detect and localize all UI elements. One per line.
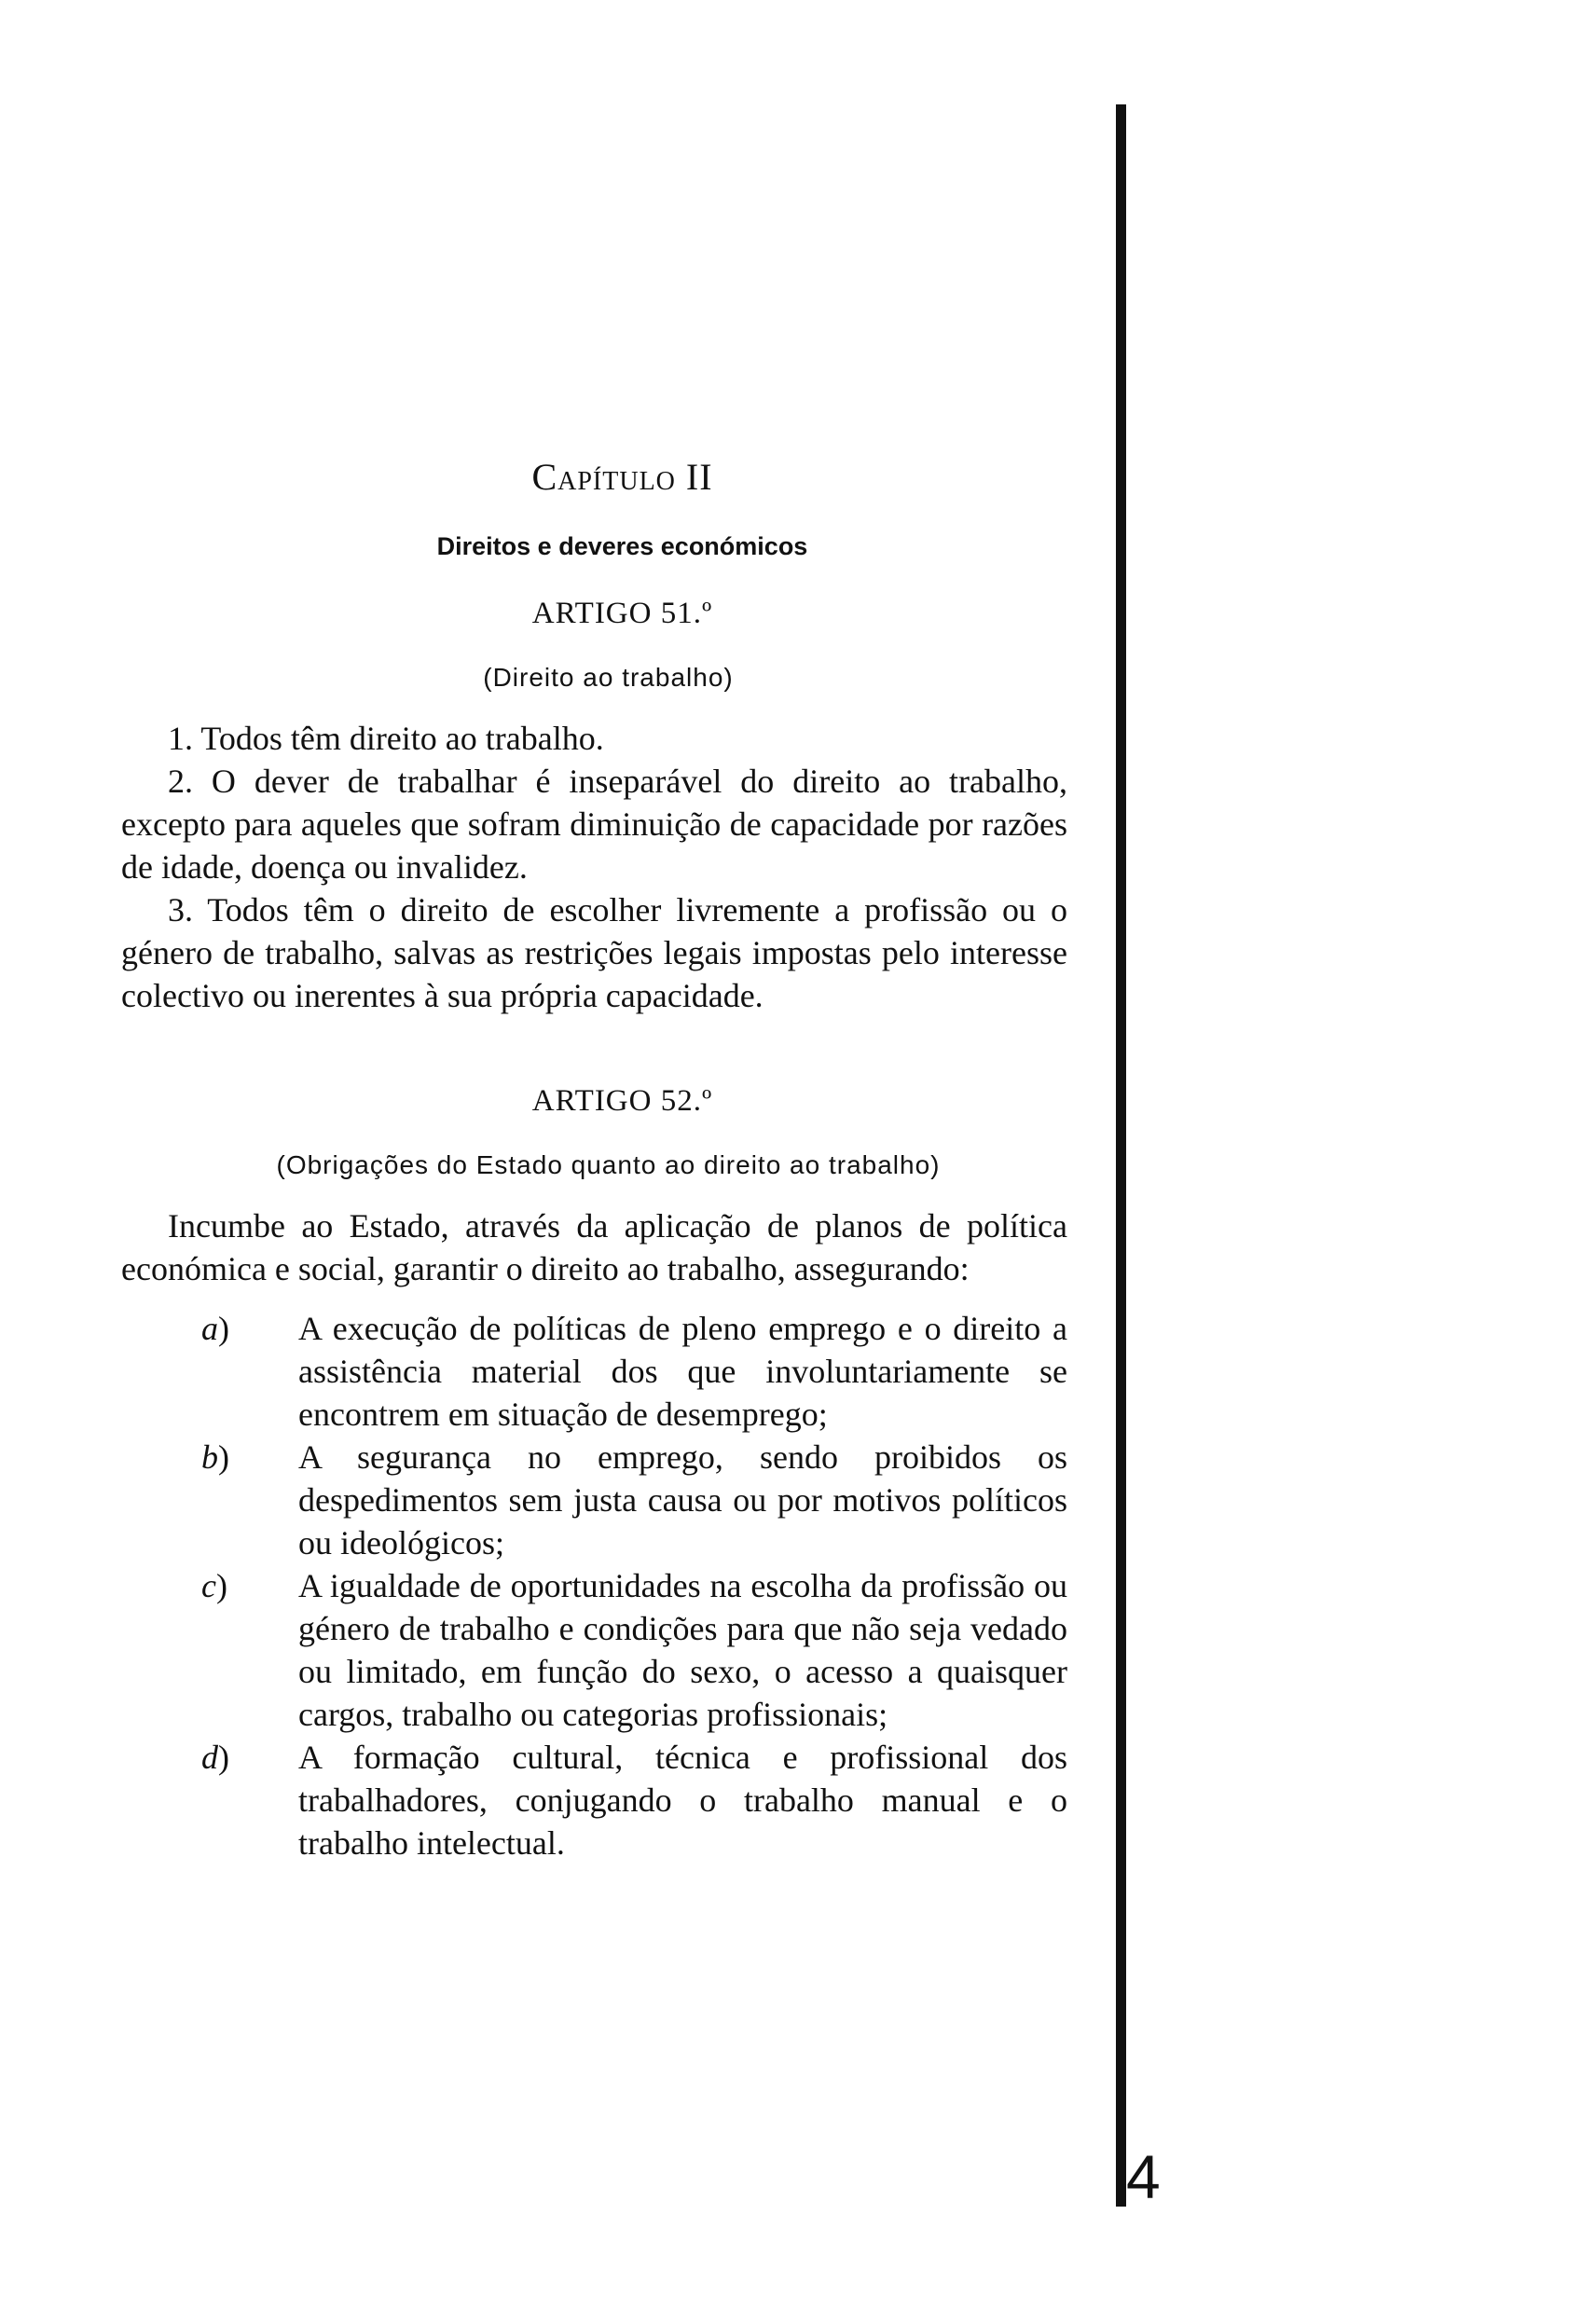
article-51-heading: ARTIGO 51.º [531, 597, 713, 630]
page-text [121, 455, 1067, 1864]
article-51-title: (Direito ao trabalho) [483, 663, 734, 692]
article-52-intro: Incumbe ao Estado, através da aplicação de planos de política económica e social, garantir o direito ao trabalho, assegurando: [121, 1207, 1067, 1287]
page-number: 4 [1126, 2142, 1161, 2211]
article-51-paragraph-1: 1. Todos têm direito ao trabalho. [168, 720, 604, 757]
article-51-paragraph-2: 2. O dever de trabalhar é inseparável do direito ao trabalho, excepto para aqueles que sofram diminuição de capacidade por razões de idade, doença ou invalidez. [121, 763, 1067, 886]
list-item [121, 1564, 1067, 1736]
list-item-marker: d) [201, 1739, 229, 1776]
chapter-subtitle: Direitos e deveres económicos [436, 532, 808, 560]
article-51-paragraph-3: 3. Todos têm o direito de escolher livremente a profissão ou o género de trabalho, salvas as restrições legais impostas pelo interesse colectivo ou inerentes à sua própria capacidade. [121, 891, 1067, 1014]
list-item [121, 1736, 1067, 1864]
chapter-number: II [685, 456, 713, 498]
list-item [121, 1307, 1067, 1436]
list-item-text: A igualdade de oportunidades na escolha da profissão ou género de trabalho e condições para que não seja vedado ou limitado, em função do sexo, o acesso a quaisquer cargos, trabalho ou categorias profissionais; [298, 1567, 1067, 1733]
list-item-marker: a) [201, 1310, 229, 1347]
list-item-text: A formação cultural, técnica e profissional dos trabalhadores, conjugando o trabalho manual e o trabalho intelectual. [298, 1739, 1067, 1862]
list-item-text: A execução de políticas de pleno emprego e o direito a assistência material dos que involuntariamente se encontrem em situação de desemprego; [298, 1310, 1067, 1433]
article-52-title: (Obrigações do Estado quanto ao direito ao trabalho) [276, 1150, 941, 1179]
list-item-letter: d [201, 1739, 218, 1776]
list-item-marker: c) [201, 1567, 227, 1604]
chapter-label: Capítulo [531, 456, 676, 498]
chapter-heading [121, 455, 1067, 499]
list-item-marker: b) [201, 1438, 229, 1476]
margin-rule [1116, 104, 1126, 2207]
list-item [121, 1436, 1067, 1564]
list-item-letter: a [201, 1310, 218, 1347]
article-52-heading: ARTIGO 52.º [531, 1084, 713, 1118]
list-item-letter: c [201, 1567, 216, 1604]
list-item-letter: b [201, 1438, 218, 1476]
list-item-text: A segurança no emprego, sendo proibidos os despedimentos sem justa causa ou por motivos políticos ou ideológicos; [298, 1438, 1067, 1561]
